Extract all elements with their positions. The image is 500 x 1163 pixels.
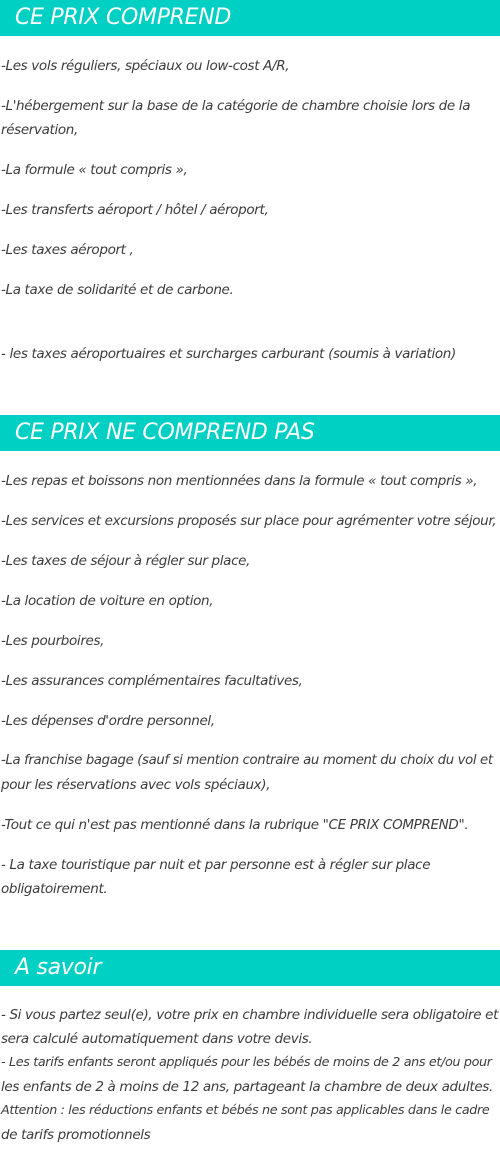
- excluded-line: pour les réservations avec vols spéciaux),: [1, 777, 271, 793]
- excluded-line: -Tout ce qui n'est pas mentionné dans la rubrique "CE PRIX COMPREND".: [1, 817, 469, 833]
- excluded-line: -Les repas et boissons non mentionnées dans la formule « tout compris »,: [1, 473, 478, 489]
- section-header-excluded: CE PRIX NE COMPREND PAS: [0, 415, 500, 451]
- excluded-line: -La franchise bagage (sauf si mention contraire au moment du choix du vol et: [1, 753, 493, 768]
- info-line: les enfants de 2 à moins de 12 ans, partageant la chambre de deux adultes.: [1, 1079, 493, 1095]
- info-line: - Si vous partez seul(e), votre prix en chambre individuelle sera obligatoire et: [1, 1007, 499, 1023]
- included-line: - les taxes aéroportuaires et surcharges carburant (soumis à variation): [1, 346, 456, 362]
- included-line: réservation,: [1, 122, 78, 138]
- excluded-line: -La location de voiture en option,: [1, 593, 214, 609]
- info-line: sera calculé automatiquement dans votre devis.: [1, 1031, 313, 1047]
- info-line: de tarifs promotionnels: [1, 1127, 151, 1143]
- excluded-line: -Les taxes de séjour à régler sur place,: [1, 553, 251, 569]
- section-header-info: A savoir: [0, 950, 500, 986]
- info-line: Attention : les réductions enfants et bébés ne sont pas applicables dans le cadre: [1, 1103, 490, 1118]
- included-line: -Les vols réguliers, spéciaux ou low-cost A/R,: [1, 58, 290, 74]
- excluded-line: -Les assurances complémentaires facultatives,: [1, 673, 303, 689]
- included-line: -La formule « tout compris »,: [1, 162, 188, 178]
- excluded-line: -Les pourboires,: [1, 633, 105, 649]
- included-line: -Les transferts aéroport / hôtel / aéroport,: [1, 202, 269, 218]
- included-line: -La taxe de solidarité et de carbone.: [1, 282, 234, 298]
- excluded-line: -Les dépenses d'ordre personnel,: [1, 713, 215, 729]
- included-line: -L'hébergement sur la base de la catégorie de chambre choisie lors de la: [1, 98, 471, 114]
- excluded-line: obligatoirement.: [1, 881, 108, 897]
- included-line: -Les taxes aéroport ,: [1, 242, 134, 258]
- excluded-line: - La taxe touristique par nuit et par personne est à régler sur place: [1, 857, 431, 873]
- section-header-included: CE PRIX COMPREND: [0, 0, 500, 36]
- info-line: - Les tarifs enfants seront appliqués pour les bébés de moins de 2 ans et/ou pour: [1, 1055, 492, 1070]
- excluded-line: -Les services et excursions proposés sur place pour agrémenter votre séjour,: [1, 513, 497, 529]
